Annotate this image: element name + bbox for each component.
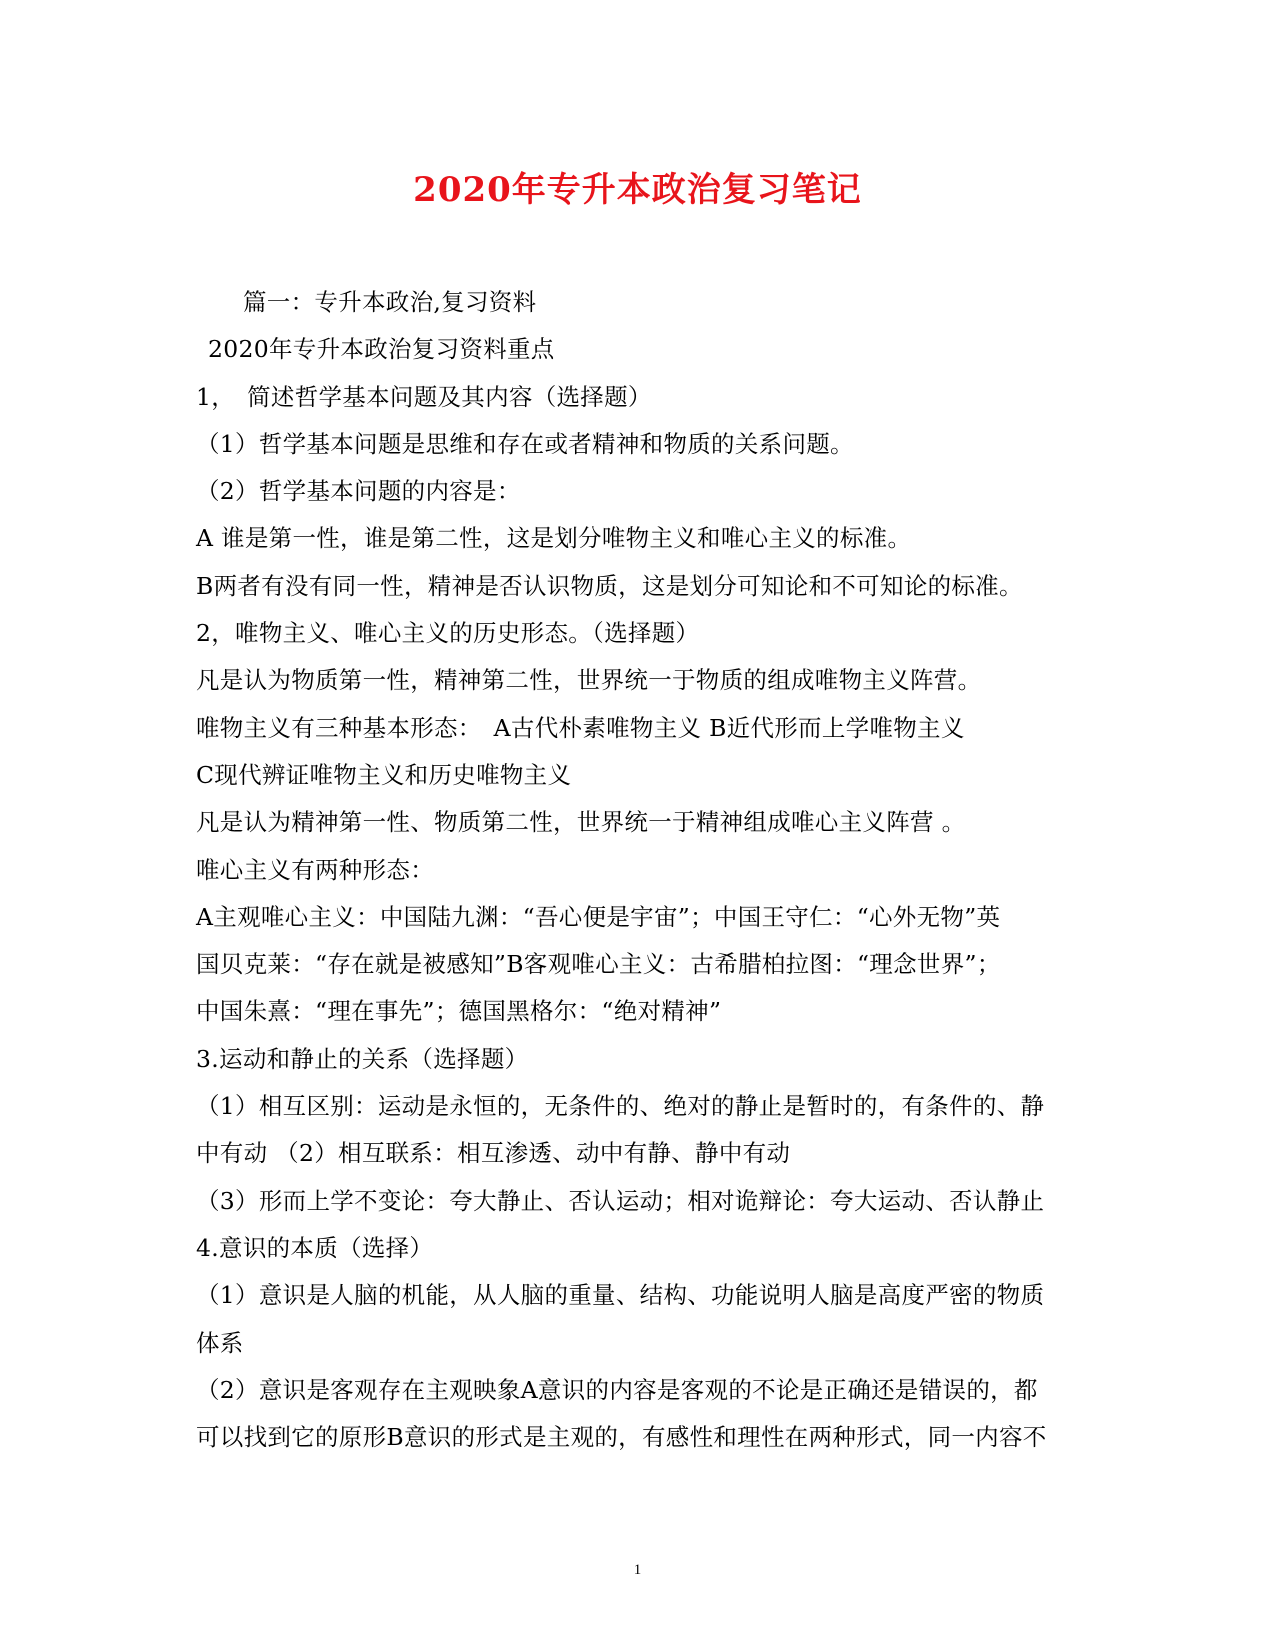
paragraph-line: 可以找到它的原形B意识的形式是主观的，有感性和理性在两种形式，同一内容不	[196, 1423, 1047, 1452]
paragraph-line: 2020年专升本政治复习资料重点	[208, 335, 555, 364]
paragraph-line: B两者有没有同一性，精神是否认识物质，这是划分可知论和不可知论的标准。	[196, 571, 1023, 600]
paragraph-line: A主观唯心主义：中国陆九渊：“吾心便是宇宙”；中国王守仁：“心外无物”英	[196, 902, 1001, 931]
paragraph-line: 凡是认为物质第一性，精神第二性，世界统一于物质的组成唯物主义阵营。	[196, 666, 982, 695]
paragraph-line: 唯心主义有两种形态：	[196, 855, 434, 884]
paragraph-line: 国贝克莱：“存在就是被感知”B客观唯心主义：古希腊柏拉图：“理念世界”；	[196, 950, 1001, 979]
paragraph-line: 2，唯物主义、唯心主义的历史形态。（选择题）	[196, 619, 700, 648]
paragraph-line: C现代辨证唯物主义和历史唯物主义	[196, 760, 572, 789]
paragraph-line: （3）形而上学不变论：夸大静止、否认运动；相对诡辩论：夸大运动、否认静止	[196, 1186, 1045, 1215]
paragraph-line: 中有动 （2）相互联系：相互渗透、动中有静、静中有动	[196, 1139, 791, 1168]
paragraph-line: 体系	[196, 1328, 244, 1357]
page-number: 1	[633, 1562, 642, 1578]
paragraph-line: 唯物主义有三种基本形态： A古代朴素唯物主义 B近代形而上学唯物主义	[196, 713, 965, 742]
paragraph-line: （1）意识是人脑的机能，从人脑的重量、结构、功能说明人脑是高度严密的物质	[196, 1281, 1045, 1310]
paragraph-line: （2）意识是客观存在主观映象A意识的内容是客观的不论是正确还是错误的，都	[196, 1375, 1038, 1404]
paragraph-line: 4.意识的本质（选择）	[196, 1233, 434, 1262]
paragraph-line: （2）哲学基本问题的内容是：	[196, 477, 521, 506]
document-title: 2020年专升本政治复习笔记	[413, 170, 862, 210]
paragraph-line: （1）相互区别：运动是永恒的，无条件的、绝对的静止是暂时的，有条件的、静	[196, 1092, 1045, 1121]
paragraph-line: 中国朱熹：“理在事先”；德国黑格尔：“绝对精神”	[196, 997, 722, 1026]
paragraph-line: 3.运动和静止的关系（选择题）	[196, 1044, 529, 1073]
paragraph-line: A 谁是第一性，谁是第二性，这是划分唯物主义和唯心主义的标准。	[196, 524, 912, 553]
paragraph-line: 1， 简述哲学基本问题及其内容（选择题）	[196, 382, 652, 411]
paragraph-line: 篇一：专升本政治,复习资料	[243, 288, 537, 316]
paragraph-line: 凡是认为精神第一性、物质第二性，世界统一于精神组成唯心主义阵营 。	[196, 808, 966, 837]
paragraph-line: （1）哲学基本问题是思维和存在或者精神和物质的关系问题。	[196, 429, 854, 458]
document-body	[196, 279, 1081, 1461]
